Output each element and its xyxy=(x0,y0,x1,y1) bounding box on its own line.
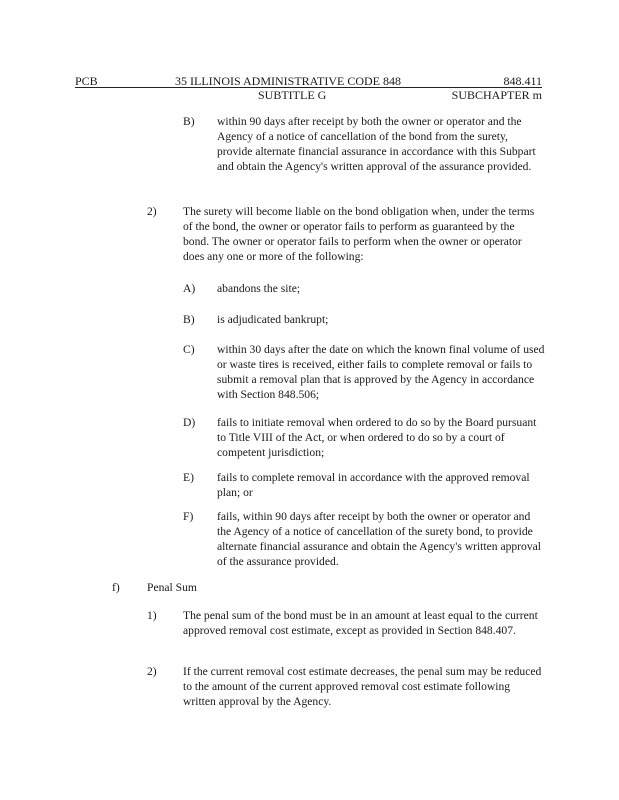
subitem-text: fails to complete removal in accordance with the approved removal plan; or xyxy=(217,471,530,499)
paragraph-label: 2) xyxy=(147,665,157,678)
subitem-text: abandons the site; xyxy=(217,282,301,295)
subitem-label: D) xyxy=(183,416,196,429)
subitem-label: B) xyxy=(183,115,195,128)
section-title: Penal Sum xyxy=(147,581,197,594)
paragraph-text: The penal sum of the bond must be in an amount at least equal to the current approved removal cost estimate, except as provided in Section 848.407. xyxy=(183,609,538,637)
subitem-label: A) xyxy=(183,282,196,295)
header-agency: PCB xyxy=(75,74,98,88)
subitem-label: F) xyxy=(183,510,194,523)
subitem-text: within 90 days after receipt by both the owner or operator and the Agency of a notice of cancellation of the bond from the surety, provide alternate financial assurance in accordance with this Subpart and obtain the Agency's written approval of the assurance provided. xyxy=(217,115,536,173)
header-subtitle: SUBTITLE G xyxy=(258,88,327,102)
paragraph-label: 2) xyxy=(147,205,157,218)
subitem-text: is adjudicated bankrupt; xyxy=(217,313,329,326)
header-code-title: 35 ILLINOIS ADMINISTRATIVE CODE 848 xyxy=(175,74,401,88)
paragraph-label: 1) xyxy=(147,609,157,622)
subitem-label: E) xyxy=(183,471,194,484)
paragraph-text: The surety will become liable on the bond obligation when, under the terms of the bond, the owner or operator fails to perform as guaranteed by the bond. The owner or operator fails to perform when the owner or operator does any one or more of the following: xyxy=(183,205,535,263)
subitem-text: fails to initiate removal when ordered to do so by the Board pursuant to Title VIII of the Act, or when ordered to do so by a court of competent jurisdiction; xyxy=(217,416,537,459)
section-label: f) xyxy=(112,581,120,594)
subitem-text: fails, within 90 days after receipt by both the owner or operator and the Agency of a notice of cancellation of the surety bond, to provide alternate financial assurance and obtain the Agency's written approval of the assurance provided. xyxy=(217,510,542,568)
subitem-label: C) xyxy=(183,343,195,356)
header-section-number: 848.411 xyxy=(503,74,542,88)
header-subchapter: SUBCHAPTER m xyxy=(451,88,542,102)
page-header xyxy=(75,74,542,104)
subitem-text: within 30 days after the date on which the known final volume of used or waste tires is received, either fails to complete removal or fails to submit a removal plan that is approved by the Agency in accordance with Section 848.506; xyxy=(217,343,545,401)
subitem-label: B) xyxy=(183,313,195,326)
paragraph-text: If the current removal cost estimate decreases, the penal sum may be reduced to the amount of the current approved removal cost estimate following written approval by the Agency. xyxy=(183,665,542,708)
